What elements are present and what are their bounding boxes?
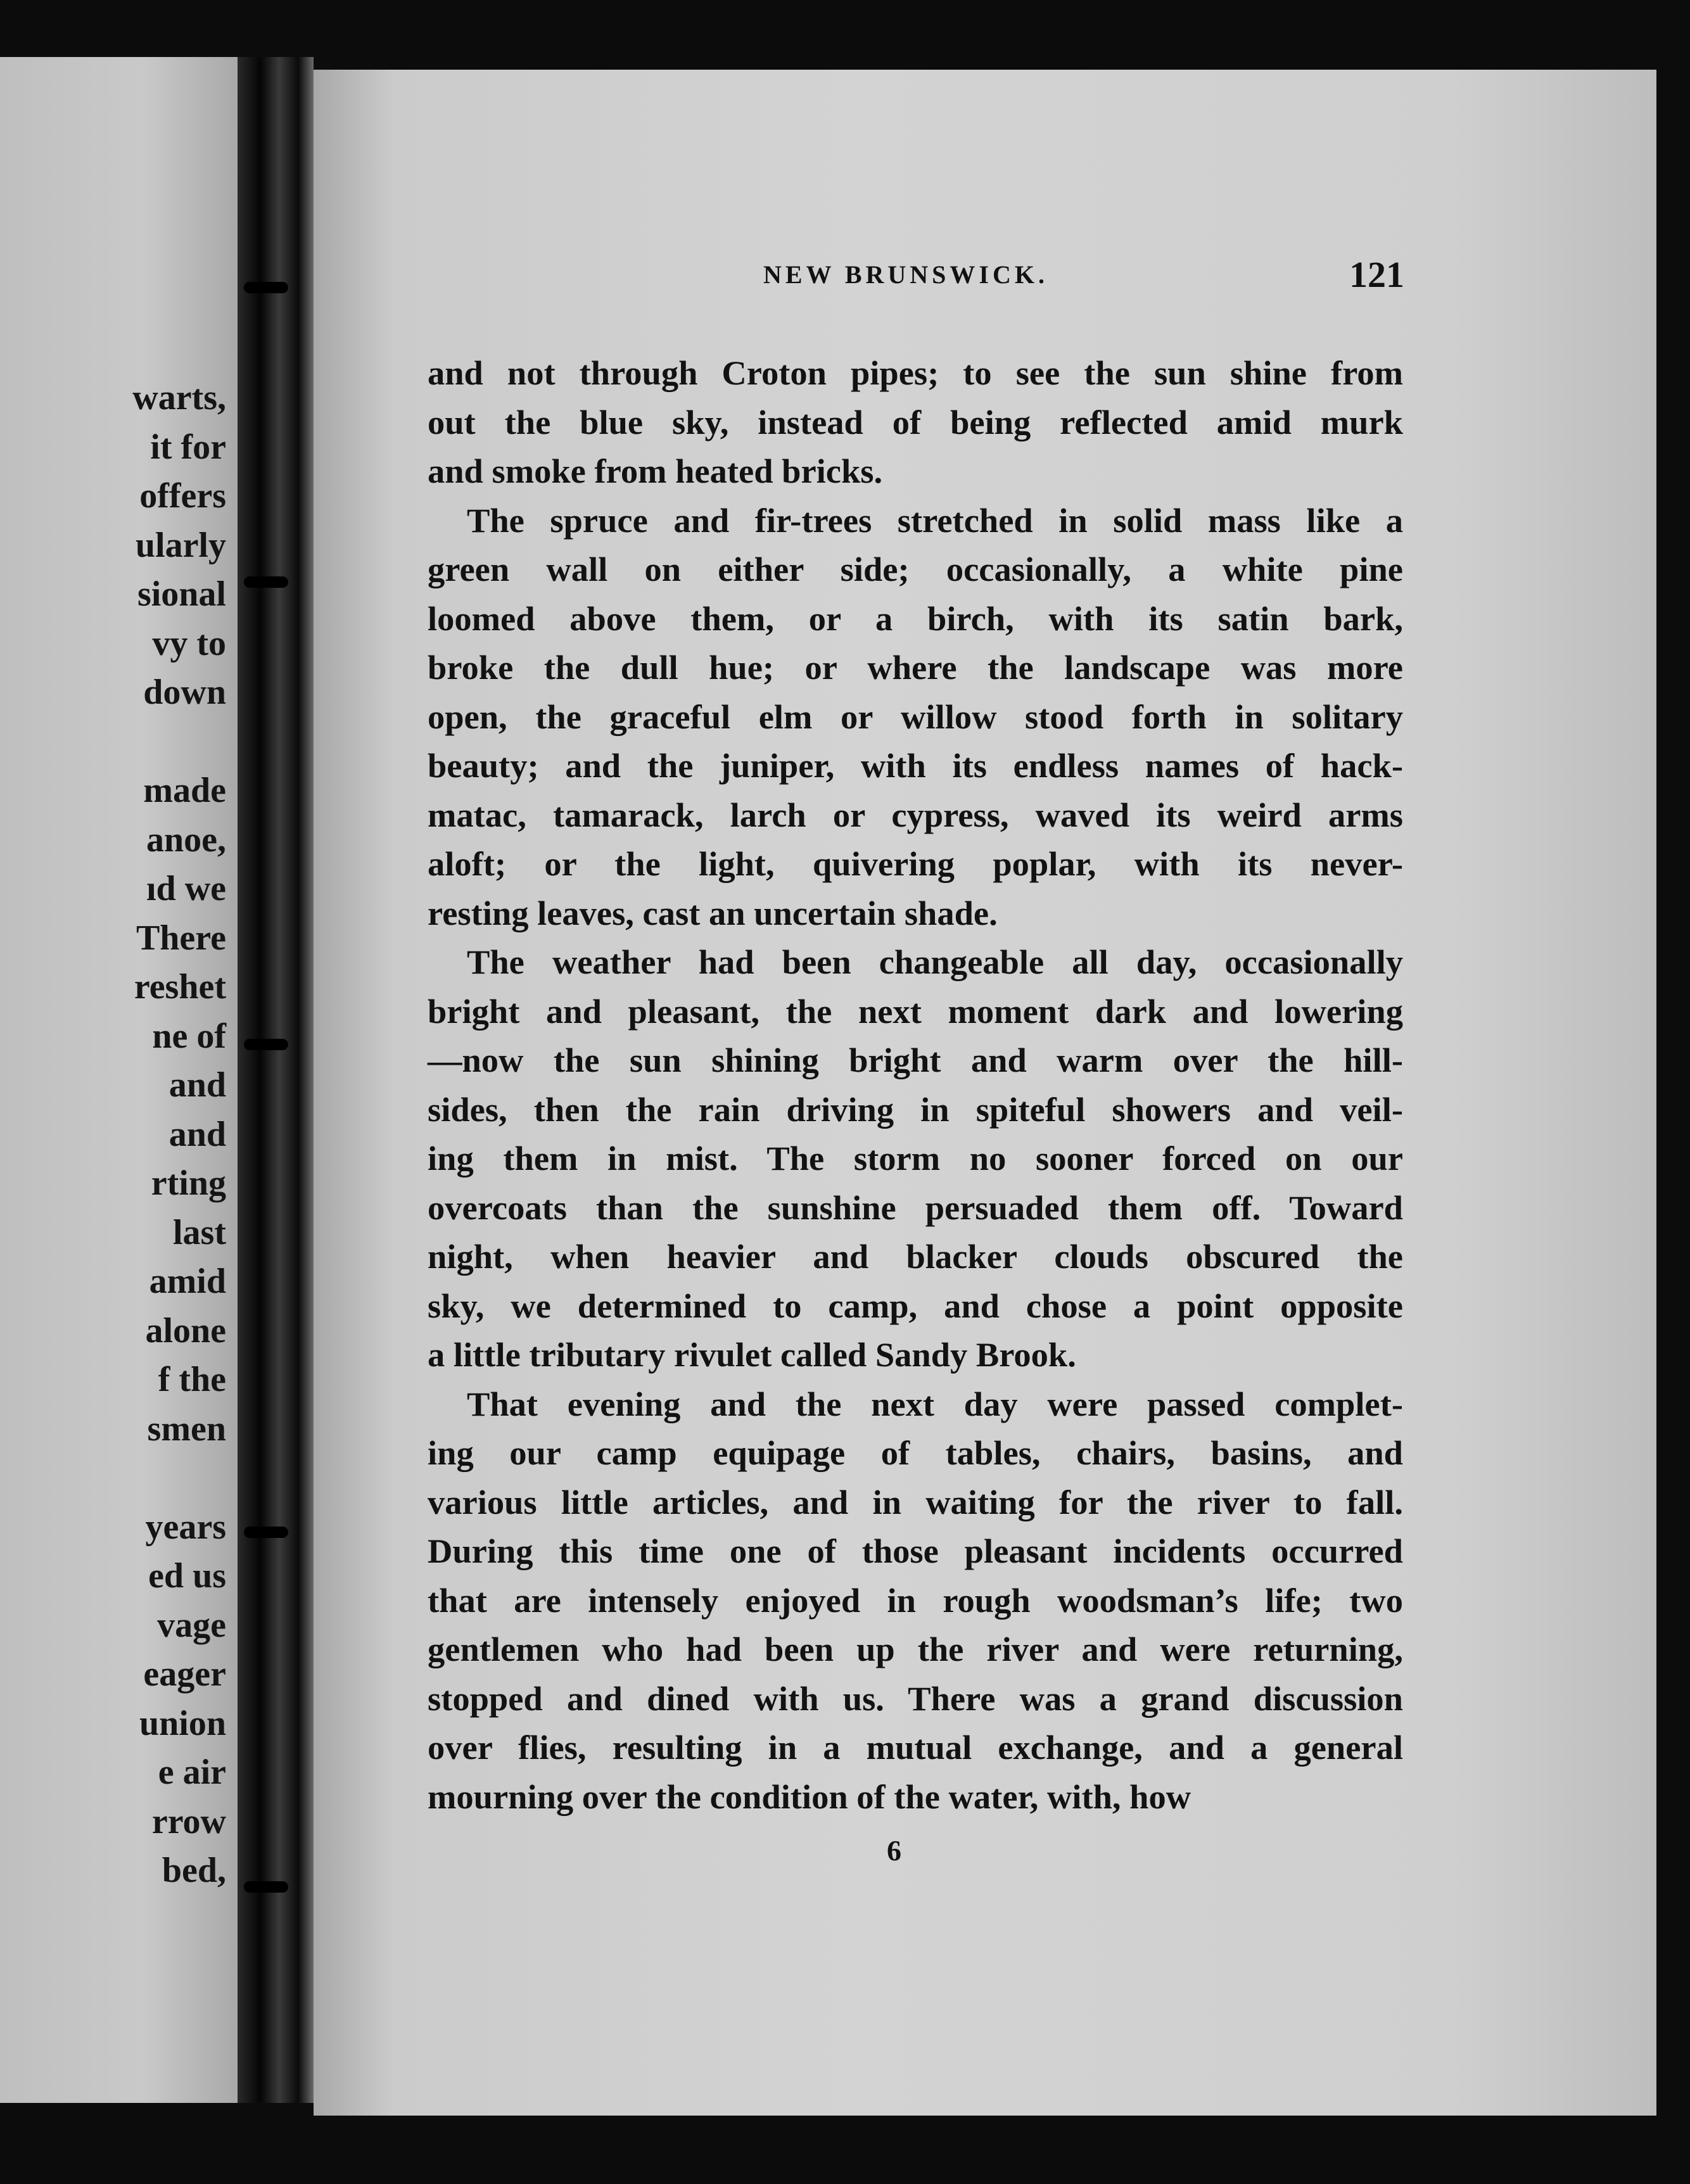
- paragraph: [428, 1380, 1403, 1822]
- page-number: 121: [1349, 254, 1404, 295]
- text-line: ing our camp equipage of tables, chairs, basins, and: [428, 1433, 1403, 1472]
- paragraph: [428, 937, 1403, 1380]
- binding-stitch: [244, 282, 288, 293]
- left-page-line-fragment: smen: [147, 1409, 226, 1449]
- left-page-line-fragment: vage: [157, 1605, 226, 1645]
- text-line: —now the sun shining bright and warm over the hill-: [428, 1041, 1403, 1079]
- left-page-line-fragment: e air: [158, 1753, 226, 1792]
- left-page-line-fragment: vy to: [152, 623, 226, 663]
- text-line: sky, we determined to camp, and chose a point opposite: [428, 1286, 1403, 1325]
- running-head: NEW BRUNSWICK.: [763, 260, 1048, 289]
- left-page-line-fragment: and: [168, 1114, 226, 1154]
- left-page-line-fragment: last: [173, 1212, 226, 1252]
- text-line: overcoats than the sunshine persuaded them off. Toward: [428, 1188, 1403, 1227]
- text-line: a little tributary rivulet called Sandy Brook.: [428, 1335, 1076, 1374]
- text-line: stopped and dined with us. There was a grand discussion: [428, 1679, 1403, 1718]
- text-line: bright and pleasant, the next moment dark and lowering: [428, 991, 1403, 1031]
- text-line: out the blue sky, instead of being reflected amid murk: [428, 402, 1403, 441]
- text-line: aloft; or the light, quivering poplar, with its never-: [428, 844, 1403, 883]
- text-line: open, the graceful elm or willow stood forth in solitary: [428, 697, 1403, 736]
- left-page-line-fragment: f the: [158, 1360, 226, 1399]
- text-line: night, when heavier and blacker clouds obscured the: [428, 1237, 1403, 1276]
- left-page-line-fragment: [0, 718, 226, 767]
- text-line: sides, then the rain driving in spiteful showers and veil-: [428, 1089, 1403, 1129]
- left-page-line-fragment: and: [168, 1065, 226, 1105]
- paragraph: [428, 348, 1403, 496]
- left-page-line-fragment: anoe,: [146, 820, 226, 860]
- text-line: beauty; and the juniper, with its endless names of hack-: [428, 746, 1403, 785]
- page-header: [314, 253, 1656, 317]
- left-page-line-fragment: rting: [151, 1164, 226, 1203]
- text-line: During this time one of those pleasant incidents occurred: [428, 1532, 1403, 1570]
- left-page-line-fragment: warts,: [132, 378, 226, 417]
- text-line: matac, tamarack, larch or cypress, waved its weird arms: [428, 795, 1403, 834]
- text-line: and not through Croton pipes; to see the sun shine from: [428, 353, 1403, 392]
- text-line: That evening and the next day were passed complet-: [467, 1384, 1403, 1423]
- text-line: gentlemen who had been up the river and were returning,: [428, 1630, 1403, 1668]
- left-page-line-fragment: down: [143, 673, 226, 712]
- text-line: over flies, resulting in a mutual exchange, and a general: [428, 1728, 1403, 1767]
- left-page-line-fragment: alone: [145, 1311, 226, 1350]
- left-page-line-fragment: ne of: [152, 1016, 226, 1056]
- right-page: [314, 70, 1656, 2116]
- left-page-line-fragment: There: [136, 918, 226, 958]
- left-page-line-fragment: sional: [137, 575, 226, 614]
- left-page-text-fragments: [0, 374, 226, 1896]
- left-page-line-fragment: made: [143, 771, 226, 810]
- binding-stitch: [244, 1881, 288, 1893]
- left-page-line-fragment: union: [139, 1703, 226, 1743]
- left-facing-page: [0, 57, 238, 2103]
- page-body-text: [428, 348, 1403, 1821]
- left-page-line-fragment: rrow: [151, 1801, 226, 1841]
- left-page-line-fragment: ed us: [148, 1556, 226, 1596]
- text-line: various little articles, and in waiting for the river to fall.: [428, 1482, 1403, 1521]
- text-line: that are intensely enjoyed in rough woodsman’s life; two: [428, 1580, 1403, 1620]
- left-page-line-fragment: [0, 1454, 226, 1503]
- left-page-line-fragment: ularly: [135, 525, 226, 565]
- text-line: The spruce and fir-trees stretched in solid mass like a: [467, 500, 1403, 540]
- paragraph: [428, 496, 1403, 938]
- left-page-line-fragment: amid: [149, 1262, 226, 1301]
- left-page-line-fragment: offers: [139, 476, 226, 516]
- text-line: broke the dull hue; or where the landscape was more: [428, 648, 1403, 687]
- text-line: loomed above them, or a birch, with its satin bark,: [428, 599, 1403, 638]
- left-page-line-fragment: reshet: [134, 967, 226, 1006]
- left-page-line-fragment: it for: [150, 427, 226, 467]
- binding-stitch: [244, 576, 288, 588]
- left-page-line-fragment: ıd we: [146, 869, 226, 908]
- left-page-line-fragment: eager: [143, 1654, 226, 1694]
- text-line: The weather had been changeable all day, occasionally: [467, 943, 1403, 981]
- binding-stitch: [244, 1039, 288, 1050]
- text-line: resting leaves, cast an uncertain shade.: [428, 893, 998, 932]
- text-line: green wall on either side; occasionally, a white pine: [428, 550, 1403, 588]
- signature-mark: 6: [887, 1834, 901, 1867]
- left-page-line-fragment: bed,: [162, 1851, 226, 1890]
- text-line: mourning over the condition of the water, with, how: [428, 1777, 1191, 1816]
- text-line: and smoke from heated bricks.: [428, 452, 883, 490]
- left-page-line-fragment: years: [145, 1507, 226, 1547]
- text-line: ing them in mist. The storm no sooner forced on our: [428, 1139, 1403, 1178]
- binding-stitch: [244, 1527, 288, 1538]
- book-gutter-binding: [238, 57, 314, 2103]
